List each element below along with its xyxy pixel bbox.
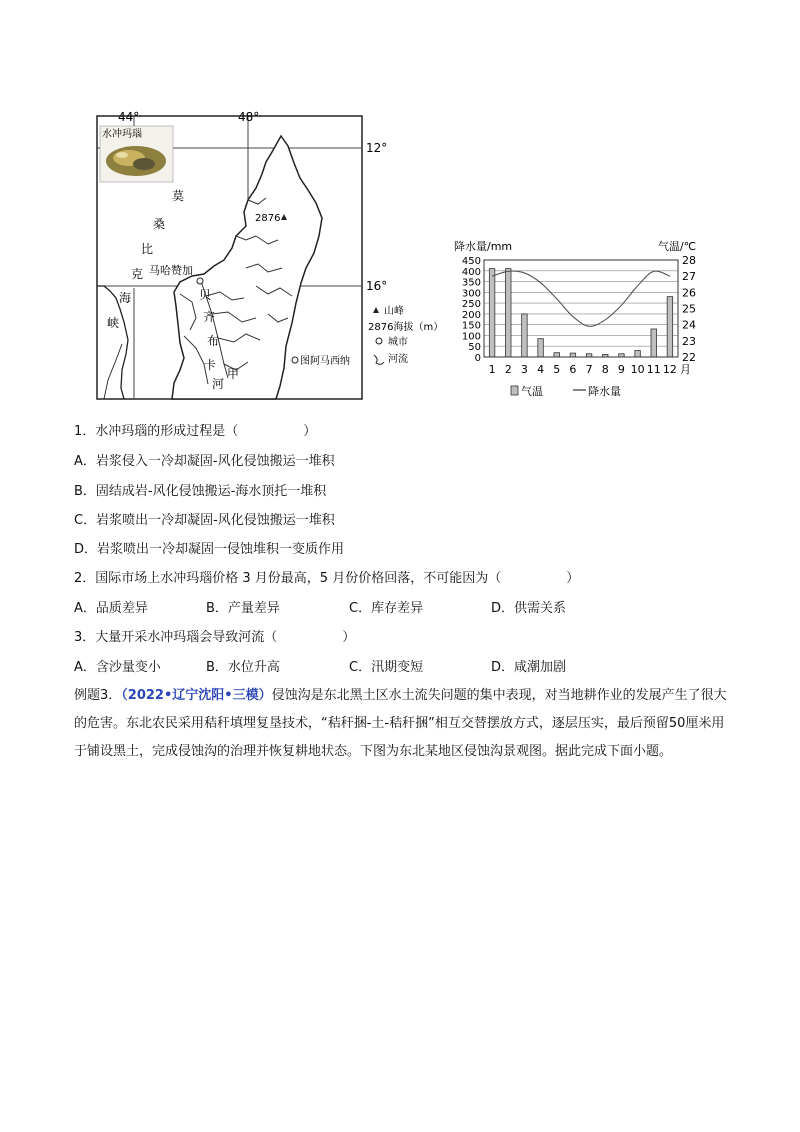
question-2-option-a: A．品质差异 [74, 601, 148, 616]
left-tick-label: 350 [461, 277, 481, 289]
question-3-option-d: D．咸潮加剧 [491, 660, 567, 675]
legend-city: 城市 [388, 337, 408, 348]
question-2-option-d: D．供需关系 [491, 601, 567, 616]
left-tick-label: 300 [461, 288, 481, 300]
city-marker-toamasina [292, 357, 298, 363]
right-tick-label: 26 [682, 286, 696, 300]
legend-bar-swatch [511, 386, 518, 395]
x-tick-label: 2 [504, 363, 512, 376]
left-tick-label: 150 [461, 320, 481, 332]
map-svg [96, 108, 441, 400]
climate-bar [489, 269, 495, 357]
x-tick-label: 11 [646, 363, 661, 376]
city-label-mahajanga: 马哈赞加 [149, 264, 193, 277]
x-unit-label: 月 [680, 363, 691, 376]
madagascar-map [96, 108, 441, 400]
strait-char-2: 峡 [107, 316, 120, 330]
x-tick-label: 8 [601, 363, 609, 376]
river-char-4: 卡 [204, 358, 217, 372]
x-tick-label: 9 [617, 363, 625, 376]
question-3-option-b: B．水位升高 [206, 660, 280, 675]
right-tick-label: 27 [682, 270, 696, 284]
inset-label: 水冲玛瑙 [102, 129, 142, 140]
river-char-5: 河 [212, 377, 225, 391]
climate-bar [570, 353, 576, 357]
lon-label-44: 44° [118, 110, 140, 124]
legend-peak: 山峰 [384, 306, 404, 317]
x-tick-label: 5 [553, 363, 561, 376]
climate-bar [506, 269, 512, 357]
x-tick-label: 10 [630, 363, 645, 376]
climate-bar [522, 314, 528, 357]
legend-river: 河流 [388, 354, 408, 365]
legend-bar-label: 气温 [521, 385, 543, 398]
right-tick-label: 22 [682, 351, 696, 364]
climate-bar [538, 339, 544, 357]
region-char-1: 莫 [172, 189, 185, 203]
example-label: 例题3． [74, 688, 122, 703]
river-char-1: 贝 [199, 288, 212, 302]
question-3-stem: 3．大量开采水冲玛瑙会导致河流（ ） [74, 630, 356, 645]
temperature-line [492, 271, 670, 326]
lat-label-12: 12° [366, 141, 388, 155]
question-1-option-d: D．岩浆喷出一冷却凝固一侵蚀堆积一变质作用 [74, 542, 345, 557]
right-tick-label: 28 [682, 254, 696, 267]
map-legend [368, 304, 441, 365]
question-2-stem: 2．国际市场上水冲玛瑙价格 3 月份最高，5 月份价格回落，不可能因为（ ） [74, 571, 580, 586]
city-marker-mahajanga [197, 278, 203, 284]
question-2-option-b: B．产量差异 [206, 601, 280, 616]
climate-bar [635, 351, 641, 357]
marker-jia: 甲 [227, 367, 240, 381]
example-source: （2022•辽宁沈阳•三模） [121, 688, 272, 703]
question-1-option-b: B．固结成岩-风化侵蚀搬运-海水顶托一堆积 [74, 484, 327, 499]
left-axis-label: 降水量/mm [454, 240, 513, 253]
left-tick-label: 200 [461, 309, 481, 321]
city-label-toamasina: 图阿马西纳 [300, 356, 350, 367]
climate-bar [651, 329, 657, 357]
right-tick-label: 25 [682, 302, 696, 316]
left-tick-label: 50 [468, 342, 481, 354]
question-2-option-c: C．库存差异 [349, 601, 424, 616]
climate-chart [448, 236, 706, 400]
legend-line-label: 降水量 [588, 385, 621, 398]
region-char-2: 桑 [153, 217, 166, 231]
legend-peak-icon [373, 307, 379, 313]
x-tick-label: 3 [520, 363, 528, 376]
chart-svg [448, 236, 706, 400]
lat-label-16: 16° [366, 279, 388, 293]
left-tick-label: 100 [461, 331, 481, 343]
legend-elevation: 2876海拔（m） [368, 322, 441, 333]
question-1-stem: 1．水冲玛瑙的形成过程是（ ） [74, 424, 317, 439]
river-char-3: 布 [207, 334, 220, 348]
x-tick-label: 7 [585, 363, 593, 376]
lon-label-48: 48° [238, 110, 260, 124]
left-tick-label: 400 [461, 266, 481, 278]
right-tick-label: 23 [682, 334, 696, 348]
x-tick-label: 4 [537, 363, 545, 376]
x-tick-label: 12 [662, 363, 677, 376]
climate-bar [554, 353, 560, 357]
region-char-4: 克 [131, 267, 144, 281]
question-1-option-a: A．岩浆侵入一冷却凝固-风化侵蚀搬运一堆积 [74, 454, 335, 469]
left-tick-label: 450 [461, 256, 481, 267]
example-text: 侵蚀沟是东北黑土区水土流失问题的集中表现，对当地耕作业的发展产生了很大的危害。东北农民采用秸秆填埋复垦技术，“秸秆捆-土-秸秆捆”相互交替摆放方式，逐层压实，最后预留50厘米用于铺设黑土，完成侵蚀沟的治理并恢复耕地状态。下图为东北某地区侵蚀沟景观图。据此完成下面小题。 [74, 688, 727, 759]
x-tick-label: 6 [569, 363, 577, 376]
right-axis-label: 气温/℃ [658, 240, 697, 253]
climate-bar [667, 297, 673, 357]
region-char-3: 比 [141, 242, 154, 256]
left-tick-label: 0 [474, 353, 481, 364]
question-3-option-a: A．含沙量变小 [74, 660, 161, 675]
chart-legend [511, 384, 621, 398]
example-3-paragraph [74, 682, 734, 766]
left-tick-label: 250 [461, 299, 481, 311]
legend-river-icon [374, 355, 384, 364]
right-tick-label: 24 [682, 318, 696, 332]
legend-city-icon [376, 338, 382, 344]
question-1-option-c: C．岩浆喷出一冷却凝固-风化侵蚀搬运一堆积 [74, 513, 335, 528]
peak-elevation: 2876 [255, 213, 281, 224]
river-char-2: 齐 [203, 310, 216, 324]
question-3-option-c: C．汛期变短 [349, 660, 424, 675]
x-tick-label: 1 [488, 363, 496, 376]
strait-char-1: 海 [119, 291, 132, 305]
